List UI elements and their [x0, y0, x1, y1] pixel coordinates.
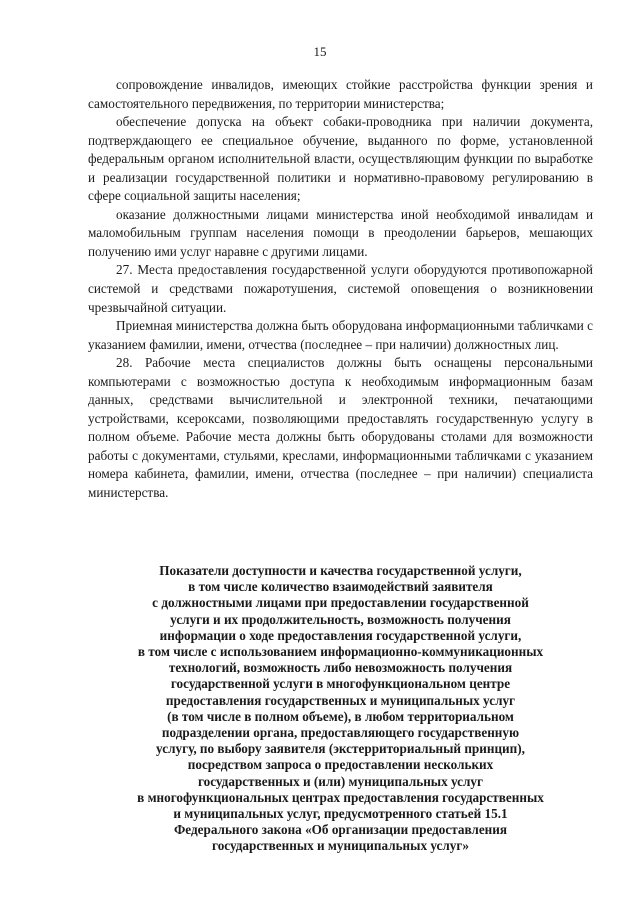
paragraph-escort-disabled: сопровождение инвалидов, имеющих стойкие расстройства функции зрения и самостоятельного передвижения, по территории министерства;	[88, 77, 593, 111]
section-heading	[88, 563, 593, 855]
heading-line: в многофункциональных центрах предоставления государственных	[137, 789, 544, 805]
heading-line: (в том числе в полном объеме), в любом территориальном	[167, 708, 514, 724]
heading-line: государственных и муниципальных услуг»	[212, 838, 469, 854]
paragraph-reception: Приемная министерства должна быть оборудована информационными табличками с указанием фамилии, имени, отчества (последнее – при наличии) должностных лиц.	[88, 318, 593, 352]
heading-line: в том числе количество взаимодействий заявителя	[188, 579, 493, 595]
heading-line: государственных и (или) муниципальных услуг	[197, 773, 483, 789]
body-text	[88, 76, 593, 503]
paragraph-assistance: оказание должностными лицами министерства иной необходимой инвалидам и маломобильным группам населения помощи в преодолении барьеров, мешающих получению ими услуг наравне с другими лицами.	[88, 206, 593, 259]
heading-line: подразделении органа, предоставляющего государственную	[161, 725, 520, 741]
heading-line: в том числе с использованием информационно-коммуникационных	[137, 644, 544, 660]
paragraph-guide-dog: обеспечение допуска на объект собаки-проводника при наличии документа, подтверждающего ее специальное обучение, выданного по форме, установленной федеральным органом исполнительной власти, осуществляющим функции по выработке и реализации государственной политики и нормативно-правовому регулированию в сфере социальной защиты населения;	[88, 114, 593, 204]
heading-line: государственной услуги в многофункциональном центре	[170, 676, 511, 692]
page-number: 15	[313, 44, 327, 59]
heading-line: информации о ходе предоставления государственной услуги,	[159, 627, 522, 643]
heading-line: Показатели доступности и качества государственной услуги,	[159, 563, 522, 578]
heading-line: технологий, возможность либо невозможность получения	[168, 660, 513, 676]
paragraph-item-27: 27. Места предоставления государственной услуги оборудуются противопожарной системой и средствами пожаротушения, системой оповещения о возникновении чрезвычайной ситуации.	[88, 262, 593, 315]
heading-line: посредством запроса о предоставлении нескольких	[187, 757, 494, 773]
heading-line: услугу, по выбору заявителя (экстерриториальный принцип),	[156, 741, 525, 757]
heading-line: и муниципальных услуг, предусмотренного статьей 15.1	[173, 806, 508, 822]
heading-line: с должностными лицами при предоставлении государственной	[152, 595, 529, 611]
heading-line: предоставления государственных и муниципальных услуг	[165, 692, 516, 708]
heading-line: Федерального закона «Об организации предоставления	[173, 822, 508, 838]
paragraph-item-28: 28. Рабочие места специалистов должны быть оснащены персональными компьютерами с возможностью доступа к необходимым информационным базам данных, средствами вычислительной и электронной техники, печатающими устройствами, ксероксами, позволяющими предоставлять государственную услугу в полном объеме. Рабочие места должны быть оборудованы столами для возможности работы с документами, стульями, креслами, информационными табличками с указанием номера кабинета, фамилии, имени, отчества (последнее – при наличии) специалиста министерства.	[88, 355, 593, 501]
heading-line: услуги и их продолжительность, возможность получения	[170, 611, 511, 627]
